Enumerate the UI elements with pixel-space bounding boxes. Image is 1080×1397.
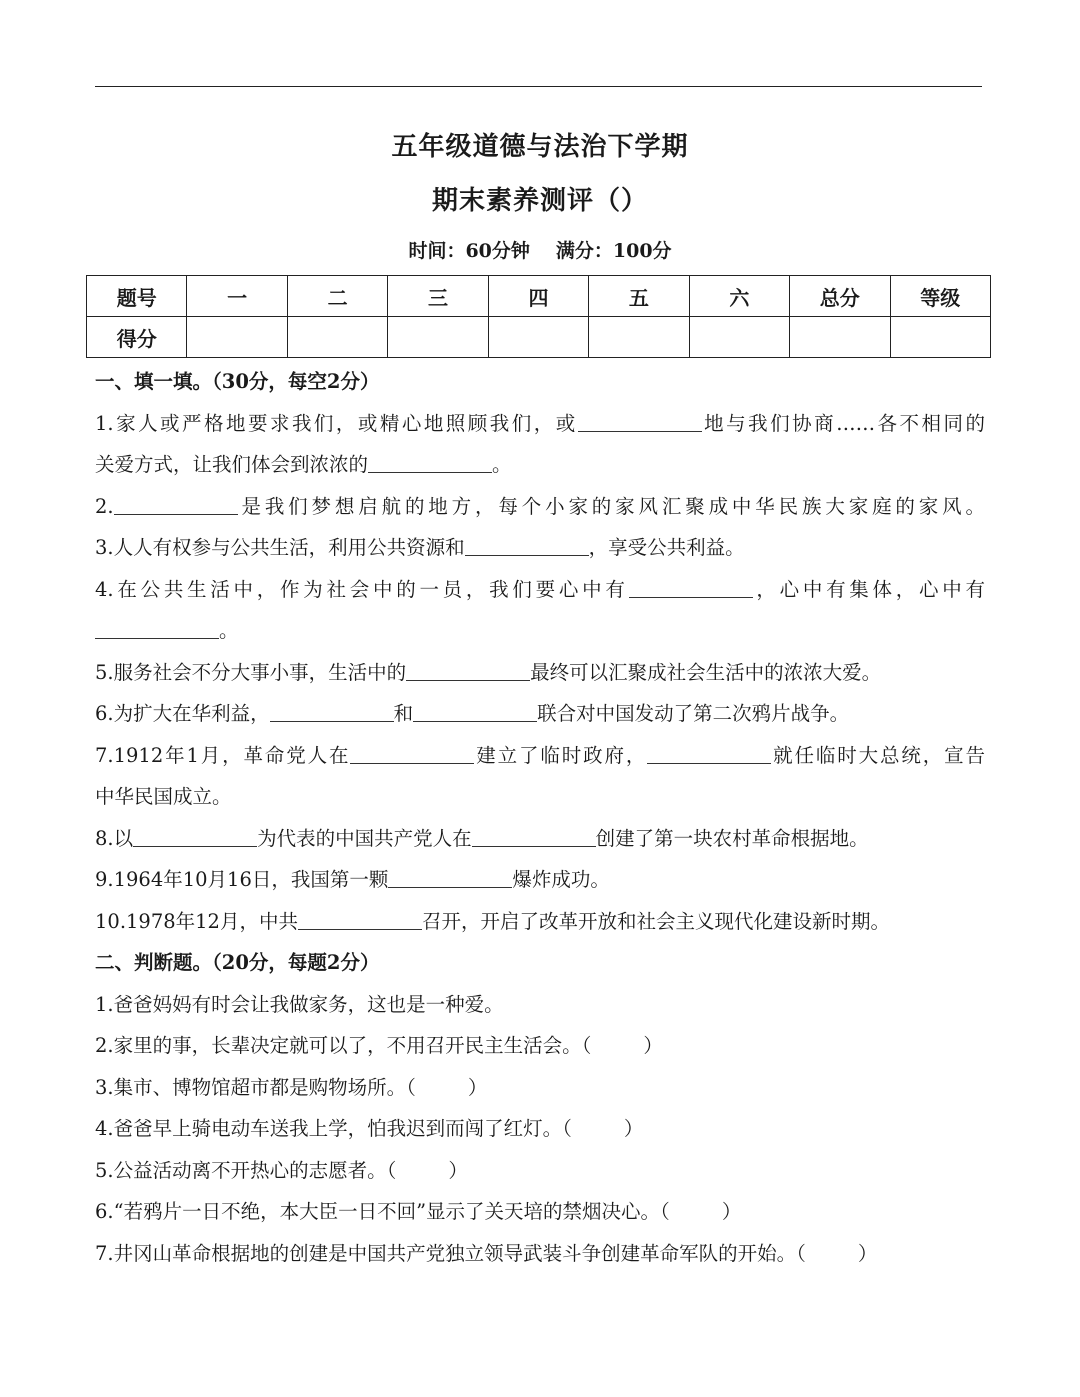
score-table-header-row (87, 276, 991, 317)
score-table-header-cell: 六 (689, 276, 789, 317)
question-text: 创建了第一块农村革命根据地。 (595, 826, 869, 850)
paren-close: ） (643, 1034, 663, 1057)
score-table-header-cell: 一 (187, 276, 287, 317)
question-text: 关爱方式，让我们体会到浓浓的 (95, 453, 369, 476)
judge-item-5 (95, 1150, 985, 1192)
answer-blank[interactable] (472, 826, 596, 847)
question-text: 召开，开启了改革开放和社会主义现代化建设新时期。 (421, 909, 890, 933)
exam-title: 五年级道德与法治下学期 (391, 132, 689, 162)
question-text: 2. (95, 494, 114, 518)
answer-blank[interactable] (133, 826, 257, 847)
question-text: 就任临时大总统，宣告 (771, 743, 985, 767)
exam-content (95, 361, 985, 1274)
question-text: 爆炸成功。 (512, 868, 610, 891)
question-text: 5.服务社会不分大事小事，生活中的 (95, 660, 407, 684)
answer-blank[interactable] (298, 909, 422, 930)
judge-text: 6.“若鸦片一日不绝，本大臣一日不回”显示了关天培的禁烟决心。 (95, 1200, 661, 1223)
question-text: 最终可以汇聚成社会生活中的浓浓大爱。 (530, 660, 882, 684)
paren-open: （ (660, 1200, 670, 1223)
judge-item-1 (95, 984, 985, 1026)
question-8 (95, 818, 985, 860)
question-9 (95, 859, 985, 901)
score-table-header-cell: 总分 (790, 276, 890, 317)
question-text: 。 (492, 453, 512, 476)
score-table (86, 275, 991, 358)
answer-blank[interactable] (95, 618, 219, 639)
score-cell[interactable] (689, 317, 789, 358)
judge-item-3 (95, 1067, 985, 1109)
paren-open: （ (796, 1241, 806, 1265)
answer-blank[interactable] (465, 535, 589, 556)
judge-item-7 (95, 1233, 985, 1275)
judge-item-6 (95, 1191, 985, 1233)
answer-blank[interactable] (578, 411, 702, 432)
question-text: 为代表的中国共产党人在 (257, 826, 472, 850)
question-text: 1.家人或严格地要求我们，或精心地照顾我们，或 (95, 411, 578, 435)
score-cell[interactable] (790, 317, 890, 358)
question-text: 10.1978年12月，中共 (95, 909, 298, 933)
answer-blank[interactable] (413, 701, 537, 722)
answer-paren[interactable] (582, 1034, 663, 1057)
answer-blank[interactable] (114, 494, 238, 515)
answer-blank[interactable] (270, 701, 394, 722)
question-7-line-1 (95, 735, 985, 777)
question-text: 地与我们协商……各不相同的 (701, 411, 985, 435)
score-row-label: 得分 (87, 317, 187, 358)
question-1-line-2 (95, 444, 985, 486)
paren-open: （ (581, 1034, 592, 1057)
question-text: 建立了临时政府， (474, 743, 648, 767)
paren-open: （ (406, 1075, 416, 1099)
paren-close: ） (857, 1241, 878, 1265)
question-text: 9.1964年10月16日，我国第一颗 (95, 868, 389, 891)
question-2 (95, 486, 985, 528)
paren-close: ） (623, 1117, 644, 1140)
question-text: ，享受公共利益。 (588, 536, 745, 559)
answer-paren[interactable] (796, 1242, 877, 1265)
score-table-score-row (87, 317, 991, 358)
score-cell[interactable] (890, 317, 991, 358)
section-1-heading: 一、填一填。（30分，每空2分） (95, 370, 380, 393)
answer-paren[interactable] (387, 1159, 468, 1182)
judge-text: 1.爸爸妈妈有时会让我做家务，这也是一种爱。 (95, 992, 504, 1016)
judge-text: 3.集市、博物馆超市都是购物场所。 (95, 1075, 407, 1099)
question-6 (95, 693, 985, 735)
answer-blank[interactable] (647, 743, 771, 764)
question-7-line-2: 中华民国成立。 (95, 785, 232, 808)
judge-text: 2.家里的事，长辈决定就可以了，不用召开民主生活会。 (95, 1034, 582, 1057)
question-text: 8.以 (95, 826, 134, 850)
question-text: ，心中有集体，心中有 (752, 577, 985, 601)
question-text: 6.为扩大在华利益， (95, 702, 270, 725)
question-text: 是我们梦想启航的地方，每个小家的家风汇聚成中华民族大家庭的家风。 (237, 494, 985, 518)
paren-close: ） (467, 1075, 488, 1099)
score-cell[interactable] (488, 317, 588, 358)
judge-item-2 (95, 1025, 985, 1067)
paren-open: （ (562, 1117, 572, 1140)
score-table-header-cell: 四 (488, 276, 588, 317)
score-cell[interactable] (589, 317, 689, 358)
question-text: 和 (393, 702, 414, 725)
score-table-header-cell: 二 (287, 276, 387, 317)
score-table-header-cell: 题号 (87, 276, 187, 317)
paren-open: （ (386, 1158, 397, 1182)
question-1-line-1 (95, 403, 985, 445)
score-table-header-cell: 三 (388, 276, 488, 317)
judge-text: 4.爸爸早上骑电动车送我上学，怕我迟到而闯了红灯。 (95, 1117, 563, 1140)
full-score: 满分：100分 (555, 240, 672, 262)
question-text: 4.在公共生活中，作为社会中的一员，我们要心中有 (95, 577, 629, 601)
question-text: 。 (219, 619, 239, 642)
question-text: 7.1912年1月，革命党人在 (95, 743, 351, 767)
answer-blank[interactable] (406, 660, 530, 681)
section-2-heading: 二、判断题。（20分，每题2分） (95, 951, 380, 974)
exam-meta (0, 236, 1080, 263)
paren-close: ） (721, 1200, 742, 1223)
question-3 (95, 527, 985, 569)
answer-paren[interactable] (562, 1117, 643, 1140)
question-4-line-2 (95, 610, 985, 652)
score-cell[interactable] (187, 317, 287, 358)
judge-text: 7.井冈山革命根据地的创建是中国共产党独立领导武装斗争创建革命军队的开始。 (95, 1241, 797, 1265)
paren-close: ） (448, 1158, 468, 1182)
question-4-line-1 (95, 569, 985, 611)
question-text: 联合对中国发动了第二次鸦片战争。 (537, 702, 850, 725)
question-10 (95, 901, 985, 943)
score-cell[interactable] (388, 317, 488, 358)
question-5 (95, 652, 985, 694)
answer-paren[interactable] (660, 1200, 741, 1223)
answer-blank[interactable] (388, 867, 512, 888)
score-table-header-cell: 五 (589, 276, 689, 317)
score-cell[interactable] (287, 317, 387, 358)
answer-paren[interactable] (406, 1076, 487, 1099)
answer-blank[interactable] (350, 743, 474, 764)
answer-blank[interactable] (368, 452, 492, 473)
answer-blank[interactable] (629, 577, 753, 598)
judge-item-4 (95, 1108, 985, 1150)
exam-subtitle: 期末素养测评（） (431, 186, 648, 216)
score-table-header-cell: 等级 (890, 276, 991, 317)
question-text: 3.人人有权参与公共生活，利用公共资源和 (95, 536, 465, 559)
top-divider (95, 86, 982, 87)
time-limit: 时间：60分钟 (408, 240, 530, 262)
judge-text: 5.公益活动离不开热心的志愿者。 (95, 1158, 387, 1182)
